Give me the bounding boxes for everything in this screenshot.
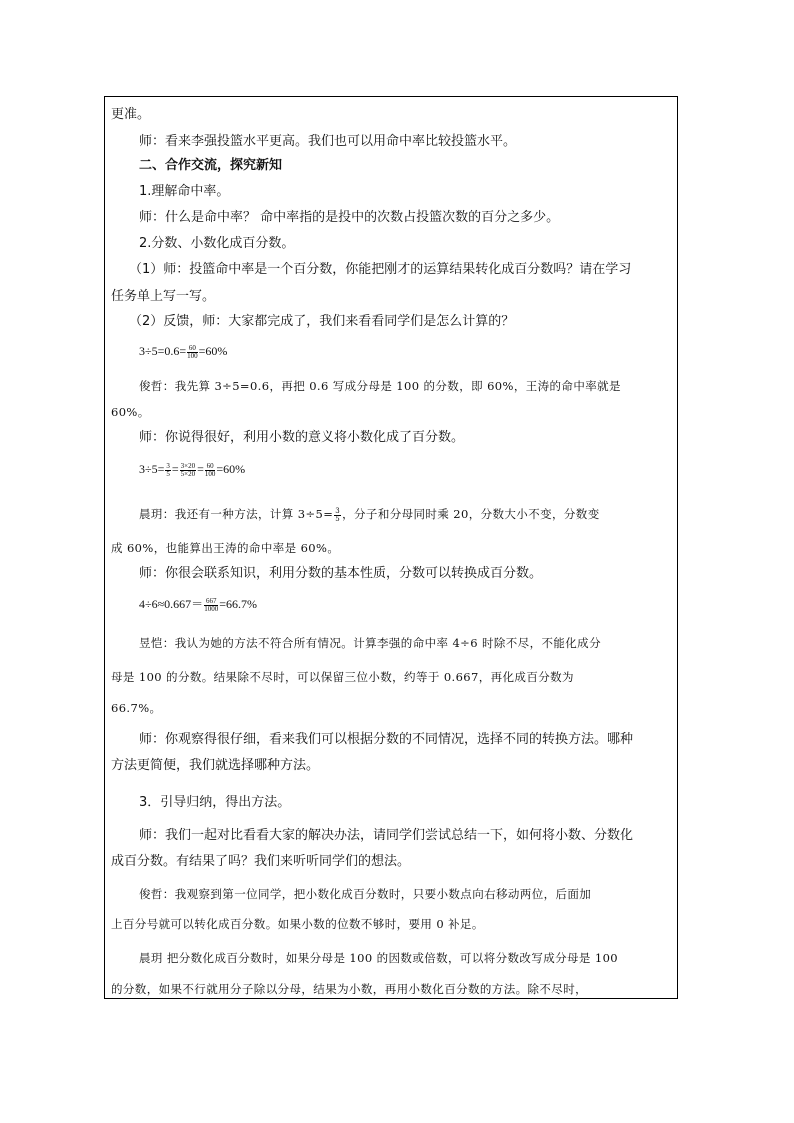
text-line: （1）师：投篮命中率是一个百分数，你能把刚才的运算结果转化成百分数吗？请在学习 <box>129 262 632 277</box>
denominator: 100 <box>204 469 216 478</box>
fraction <box>205 463 216 478</box>
student-answer: 晨玥 把分数化成百分数时，如果分母是 100 的因数或倍数，可以将分数改写成分母是 100 <box>139 951 619 965</box>
numerator: 667 <box>205 596 217 605</box>
subheading: 3．引导归纳，得出方法。 <box>139 795 291 810</box>
eq-text: 3÷5=0.6= <box>139 344 187 358</box>
student-answer <box>139 506 600 523</box>
subheading: 2.分数、小数化成百分数。 <box>139 236 295 251</box>
denominator: 5×20 <box>180 469 196 478</box>
student-answer: 母是 100 的分数。结果除不尽时，可以保留三位小数，约等于 0.667，再化成百分数为 <box>111 670 574 684</box>
equation-fraction-method <box>139 461 245 478</box>
student-answer: 成 60%，也能算出王涛的命中率是 60%。 <box>111 541 340 555</box>
fraction <box>334 508 341 523</box>
eq-text: =66.7% <box>219 597 257 611</box>
student-answer: 俊哲：我观察到第一位同学，把小数化成百分数时，只要小数点向右移动两位，后面加 <box>139 887 592 901</box>
text-line: 师：我们一起对比看看大家的解决办法，请同学们尝试总结一下，如何将小数、分数化 <box>139 828 634 843</box>
text-line: 成百分数。有结果了吗？我们来听听同学们的想法。 <box>111 854 411 869</box>
text-line: （2）反馈，师：大家都完成了，我们来看看同学们是怎么计算的？ <box>129 314 515 329</box>
eq-text: = <box>171 462 179 476</box>
student-answer: 上百分号就可以转化成百分数。如果小数的位数不够时，要用 0 补足。 <box>111 917 484 931</box>
fraction <box>165 463 171 478</box>
eq-text: 3÷5= <box>139 462 165 476</box>
lesson-table-cell <box>104 96 678 999</box>
eq-text: =60% <box>198 344 228 358</box>
student-answer: 66.7%。 <box>111 701 162 715</box>
text-line: 师：看来李强投篮水平更高。我们也可以用命中率比较投篮水平。 <box>139 134 517 149</box>
answer-text: 晨玥：我还有一种方法，计算 3÷5= <box>139 507 334 521</box>
fraction <box>187 345 198 360</box>
numerator: 3 <box>335 506 341 515</box>
text-line: 方法更简便，我们就选择哪种方法。 <box>111 758 320 773</box>
denominator: 5 <box>166 469 170 478</box>
subheading: 1.理解命中率。 <box>139 184 230 199</box>
eq-text: 4÷6≈0.667＝ <box>139 597 204 611</box>
answer-text: ，分子和分母同时乘 20，分数大小不变，分数变 <box>342 507 600 521</box>
eq-text: = <box>197 462 204 476</box>
equation-decimal-method <box>139 343 227 360</box>
text-line: 师：你说得很好，利用小数的意义将小数化成了百分数。 <box>139 430 465 445</box>
student-answer: 昱恺：我认为她的方法不符合所有情况。计算李强的命中率 4÷6 时除不尽，不能化成分 <box>139 636 601 650</box>
denominator: 1000 <box>204 604 219 613</box>
denominator: 100 <box>187 351 198 360</box>
section-heading: 二、合作交流，探究新知 <box>139 158 283 173</box>
text-line: 任务单上写一写。 <box>111 289 216 304</box>
student-answer: 俊哲：我先算 3÷5=0.6，再把 0.6 写成分母是 100 的分数，即 60%，王涛的命中率就是 <box>139 379 621 393</box>
text-line: 师：什么是命中率？ 命中率指的是投中的次数占投篮次数的百分之多少。 <box>139 210 560 225</box>
student-answer: 60%。 <box>111 405 150 419</box>
eq-text: =60% <box>216 462 246 476</box>
numerator: 60 <box>188 343 196 352</box>
student-answer: 的分数，如果不行就用分子除以分母，结果为小数，再用小数化百分数的方法。除不尽时， <box>111 982 587 996</box>
equation-rounding-method <box>139 596 257 613</box>
numerator: 3 <box>166 461 170 470</box>
fraction <box>180 463 196 478</box>
fraction <box>204 598 218 613</box>
text-line: 师：你很会联系知识，利用分数的基本性质，分数可以转换成百分数。 <box>139 566 543 581</box>
numerator: 60 <box>206 461 214 470</box>
text-line: 更准。 <box>111 107 151 122</box>
text-line: 师：你观察得很仔细，看来我们可以根据分数的不同情况，选择不同的转换方法。哪种 <box>139 732 634 747</box>
numerator: 3×20 <box>180 461 196 470</box>
denominator: 5 <box>335 514 341 523</box>
